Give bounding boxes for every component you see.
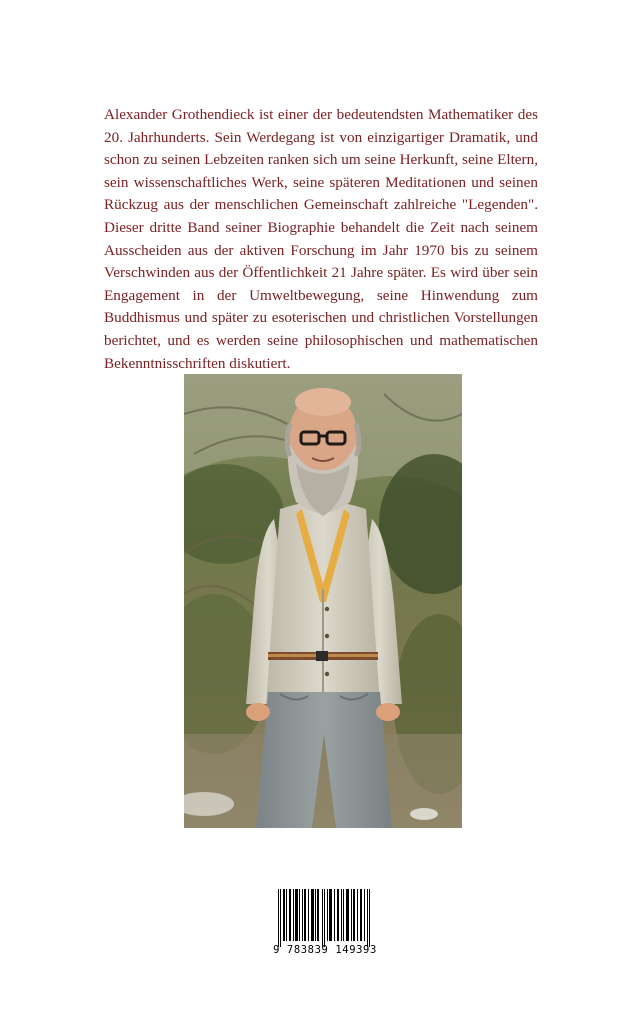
back-cover-blurb: Alexander Grothendieck ist einer der bedeutendsten Mathematiker des 20. Jahrhunderts. Sein Werdegang ist von einzigartiger Dramatik, und schon zu seinen Lebzeiten ranken sich um seine Herkunft, seine Eltern, sein wissenschaftliches Werk, seine späteren Meditationen und seinen Rückzug aus der menschlichen Gemeinschaft zahlreiche "Legenden". Dieser dritte Band seiner Biographie behandelt die Zeit nach seinem Ausscheiden aus der aktiven Forschung im Jahr 1970 bis zu seinem Verschwinden aus der Öffentlichkeit 21 Jahre später. Es wird über sein Engagement in der Umweltbewegung, seine Hinwendung zum Buddhismus und später zu esoterischen und christlichen Vorstellungen berichtet, und es werden seine philosophischen und mathematischen Bekenntnisschriften diskutiert. <box>104 106 538 372</box>
author-photo <box>184 374 462 828</box>
isbn-barcode <box>268 887 382 963</box>
barcode-bars <box>276 889 374 947</box>
isbn-digits: 9 783839 149393 <box>273 944 377 956</box>
